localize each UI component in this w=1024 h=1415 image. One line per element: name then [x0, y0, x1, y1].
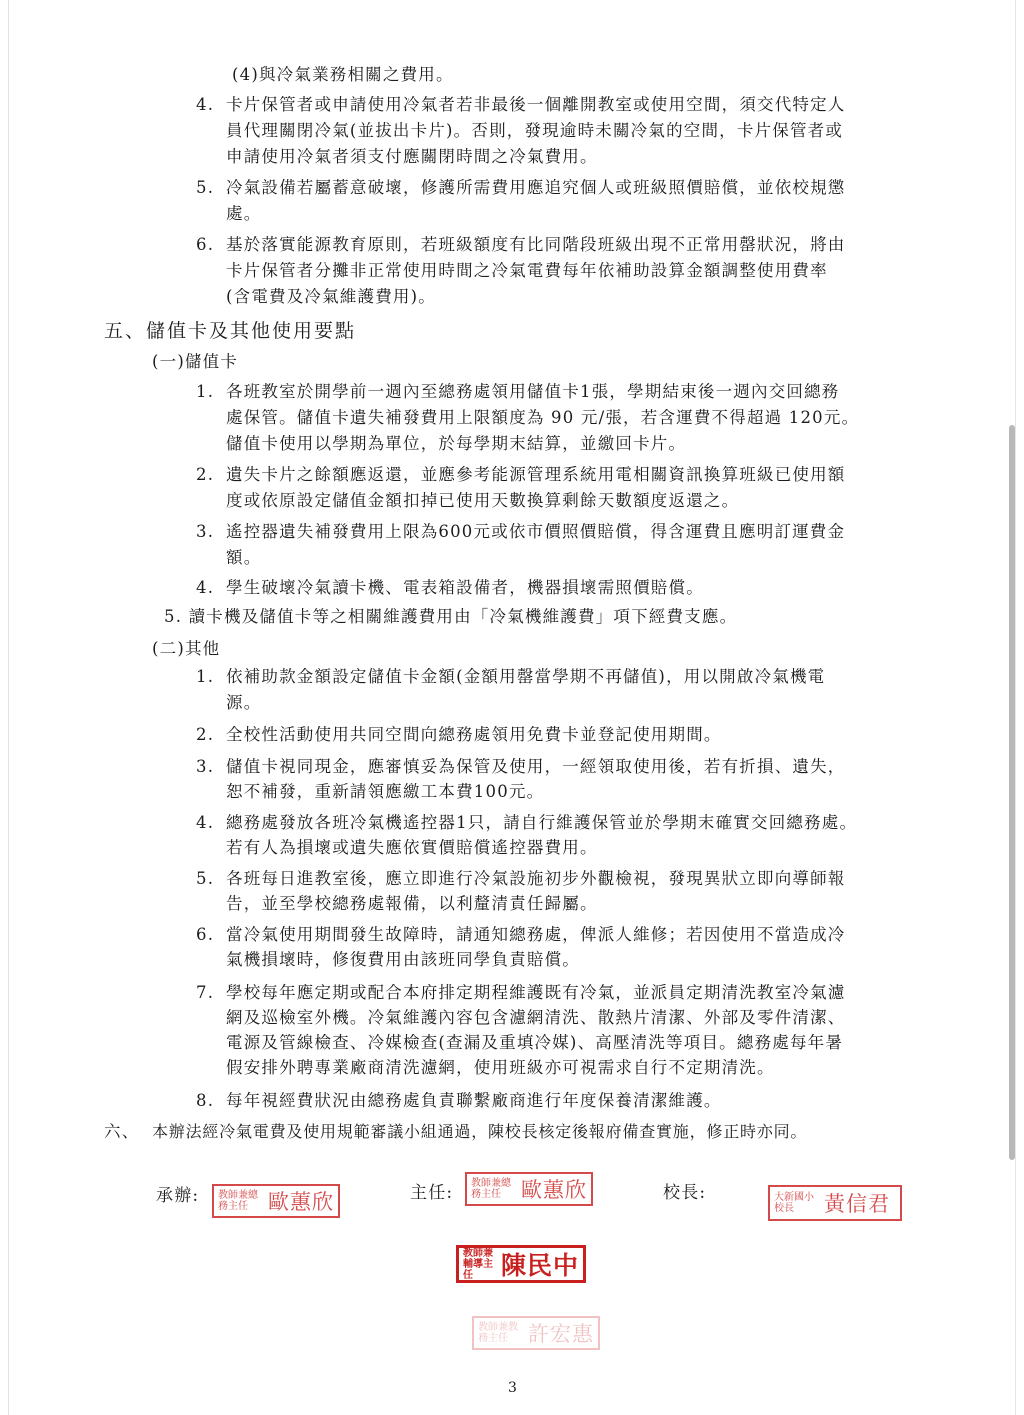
stamp-name: 陳民中 — [500, 1251, 579, 1280]
stamp-title: 教師兼輔導主任 — [463, 1247, 493, 1281]
body-line: 電源及管線檢查、冷媒檢查(查漏及重填冷媒)、高壓清洗等項目。總務處每年暑 — [226, 1033, 844, 1052]
stamp-name: 歐蕙欣 — [268, 1190, 334, 1214]
body-line: 全校性活動使用共同空間向總務處領用免費卡並登記使用期間。 — [226, 725, 722, 744]
scrollbar-thumb[interactable] — [1009, 425, 1015, 1160]
page-edge-left — [8, 0, 9, 1415]
item-number: 7. — [196, 983, 215, 1002]
xiaozhang-label: 校長: — [663, 1183, 707, 1203]
body-line: 源。 — [226, 693, 262, 712]
body-line: 總務處發放各班冷氣機遙控器1只，請自行維護保管並於學期末確實交回總務處。 — [226, 813, 858, 832]
item-number: 6. — [196, 925, 215, 944]
item-number: 2. — [196, 465, 215, 484]
body-line: 申請使用冷氣者須支付應關閉時間之冷氣費用。 — [226, 147, 598, 166]
body-line: 恕不補發，重新請領應繳工本費100元。 — [226, 782, 545, 801]
stamp-faint — [472, 1316, 600, 1350]
page-number: 3 — [508, 1380, 517, 1396]
item-number: 4. — [196, 813, 215, 832]
item-number: 1. — [196, 382, 215, 401]
body-line: 卡片保管者分攤非正常使用時間之冷氣電費每年依補助設算金額調整使用費率 — [226, 261, 828, 280]
body-line: 額。 — [226, 548, 262, 567]
item-number: 8. — [196, 1091, 215, 1110]
stamp-title: 教師兼總務主任 — [218, 1190, 258, 1212]
body-line: 遙控器遺失補發費用上限為600元或依市價照價賠償，得含運費且應明訂運費金 — [226, 522, 846, 541]
item-number: 5. — [196, 178, 215, 197]
item-number: 5. — [196, 869, 215, 888]
stamp-name: 許宏惠 — [528, 1322, 594, 1346]
stamp-name: 歐蕙欣 — [521, 1178, 587, 1202]
body-line: 度或依原設定儲值金額扣掉已使用天數換算剩餘天數額度返還之。 — [226, 491, 740, 510]
body-line: 處。 — [226, 204, 262, 223]
sub-item-4-text: (4)與冷氣業務相關之費用。 — [232, 65, 454, 84]
body-line: 遺失卡片之餘額應返還，並應參考能源管理系統用電相關資訊換算班級已使用額 — [226, 465, 846, 484]
body-line: 依補助款金額設定儲值卡金額(金額用罄當學期不再儲值)，用以開啟冷氣機電 — [226, 667, 826, 686]
body-line: 處保管。儲值卡遺失補發費用上限額度為 90 元/張，若含運費不得超過 120元。 — [226, 408, 860, 427]
page-edge-right — [1015, 0, 1016, 1415]
body-line: 學校每年應定期或配合本府排定期程維護既有冷氣，並派員定期清洗教室冷氣濾 — [226, 983, 846, 1002]
body-line: 當冷氣使用期間發生故障時，請通知總務處，俾派人維修；若因使用不當造成冷 — [226, 925, 846, 944]
body-line: 員代理關閉冷氣(並拔出卡片)。否則，發現逾時未關冷氣的空間，卡片保管者或 — [226, 121, 844, 140]
section-number-6: 六、 — [104, 1122, 140, 1141]
body-line: 各班教室於開學前一週內至總務處領用儲值卡1張，學期結束後一週內交回總務 — [226, 382, 840, 401]
section-6-text: 本辦法經冷氣電費及使用規範審議小組通過，陳校長核定後報府備查實施，修正時亦同。 — [152, 1122, 808, 1141]
body-line: 若有人為損壞或遺失應依實價賠償遙控器費用。 — [226, 838, 598, 857]
item-number: 4. — [196, 95, 215, 114]
item-number: 4. — [196, 578, 215, 597]
stamp-xiaozhang — [768, 1185, 902, 1221]
item-number: 6. — [196, 235, 215, 254]
body-line: 網及巡檢室外機。冷氣維護內容包含濾網清洗、散熱片清潔、外部及零件清潔、 — [226, 1008, 846, 1027]
subsection-heading: (一)儲值卡 — [152, 352, 239, 371]
body-line: 告，並至學校總務處報備，以利釐清責任歸屬。 — [226, 894, 598, 913]
stamp-title: 教師兼總務主任 — [471, 1178, 511, 1200]
stamp-chengban — [212, 1184, 340, 1218]
section-heading-5: 五、儲值卡及其他使用要點 — [104, 320, 357, 342]
item-number: 3. — [196, 522, 215, 541]
body-line: (含電費及冷氣維護費用)。 — [226, 287, 436, 306]
body-line: 儲值卡使用以學期為單位，於每學期末結算，並繳回卡片。 — [226, 434, 687, 453]
body-line: 每年視經費狀況由總務處負責聯繫廠商進行年度保養清潔維護。 — [226, 1091, 722, 1110]
stamp-name: 黃信君 — [824, 1192, 890, 1216]
item-number: 1. — [196, 667, 215, 686]
body-line: 冷氣設備若屬蓄意破壞，修護所需費用應追究個人或班級照價賠償，並依校規懲 — [226, 178, 846, 197]
body-line: 5. 讀卡機及儲值卡等之相關維護費用由「冷氣機維護費」項下經費支應。 — [164, 607, 738, 626]
zhuren-label: 主任: — [410, 1183, 454, 1203]
body-line: 基於落實能源教育原則，若班級額度有比同階段班級出現不正常用罄狀況，將由 — [226, 235, 846, 254]
body-line: 氣機損壞時，修復費用由該班同學負責賠償。 — [226, 950, 580, 969]
body-line: 卡片保管者或申請使用冷氣者若非最後一個離開教室或使用空間，須交代特定人 — [226, 95, 846, 114]
item-number: 3. — [196, 757, 215, 776]
stamp-title: 教師兼教務主任 — [478, 1322, 518, 1344]
stamp-zhuren — [465, 1172, 593, 1206]
body-line: 學生破壞冷氣讀卡機、電表箱設備者，機器損壞需照價賠償。 — [226, 578, 704, 597]
stamp-fudao — [456, 1245, 586, 1283]
body-line: 各班每日進教室後，應立即進行冷氣設施初步外觀檢視，發現異狀立即向導師報 — [226, 869, 846, 888]
item-number: 2. — [196, 725, 215, 744]
stamp-title: 大新國小校長 — [774, 1192, 814, 1214]
body-line: 假安排外聘專業廠商清洗濾網，使用班級亦可視需求自行不定期清洗。 — [226, 1058, 775, 1077]
subsection-heading: (二)其他 — [152, 639, 221, 658]
body-line: 儲值卡視同現金，應審慎妥為保管及使用，一經領取使用後，若有折損、遺失， — [226, 757, 846, 776]
chengban-label: 承辦: — [156, 1186, 200, 1206]
